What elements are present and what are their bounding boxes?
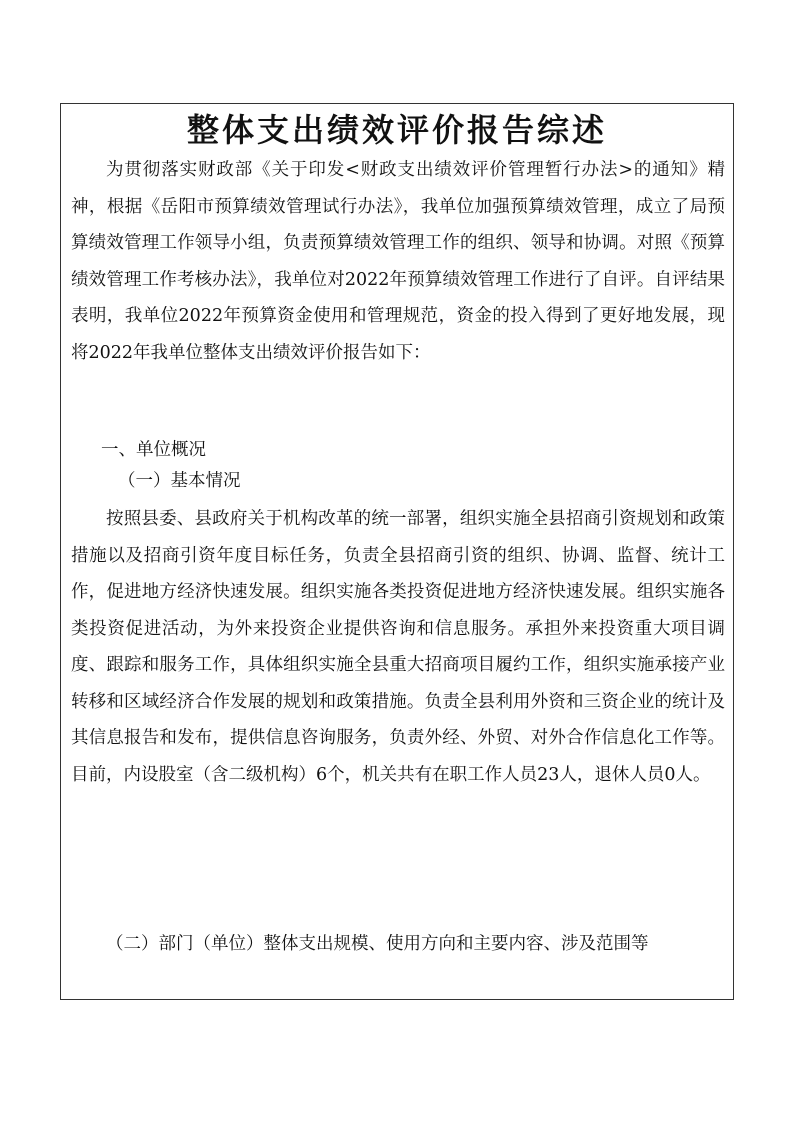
document-title: 整体支出绩效评价报告综述 (186, 111, 607, 149)
subsection-heading-expenditure-scope: （二）部门（单位）整体支出规模、使用方向和主要内容、涉及范围等 (106, 934, 649, 954)
document-frame (60, 103, 734, 1000)
basic-info-paragraph: 按照县委、县政府关于机构改革的统一部署，组织实施全县招商引资规划和政策措施以及招商引资年度目标任务，负责全县招商引资的组织、协调、监督、统计工作，促进地方经济快速发展。组织实施各类投资促进地方经济快速发展。组织实施各类投资促进活动，为外来投资企业提供咨询和信息服务。承担外来投资重大项目调度、跟踪和服务工作，具体组织实施全县重大招商项目履约工作，组织实施承接产业转移和区域经济合作发展的规划和政策措施。负责全县利用外资和三资企业的统计及其信息报告和发布，提供信息咨询服务，负责外经、外贸、对外合作信息化工作等。目前，内设股室（含二级机构）6个，机关共有在职工作人员23人，退休人员0人。 (71, 509, 725, 785)
section-heading-unit-overview: 一、单位概况 (101, 440, 206, 460)
intro-paragraph: 为贯彻落实财政部《关于印发<财政支出绩效评价管理暂行办法>的通知》精神，根据《岳阳市预算绩效管理试行办法》，我单位加强预算绩效管理，成立了局预算绩效管理工作领导小组，负责预算绩效管理工作的组织、领导和协调。对照《预算绩效管理工作考核办法》，我单位对2022年预算绩效管理工作进行了自评。自评结果表明，我单位2022年预算资金使用和管理规范，资金的投入得到了更好地发展，现将2022年我单位整体支出绩效评价报告如下： (71, 160, 725, 363)
subsection-heading-basic-info: （一）基本情况 (118, 471, 241, 491)
